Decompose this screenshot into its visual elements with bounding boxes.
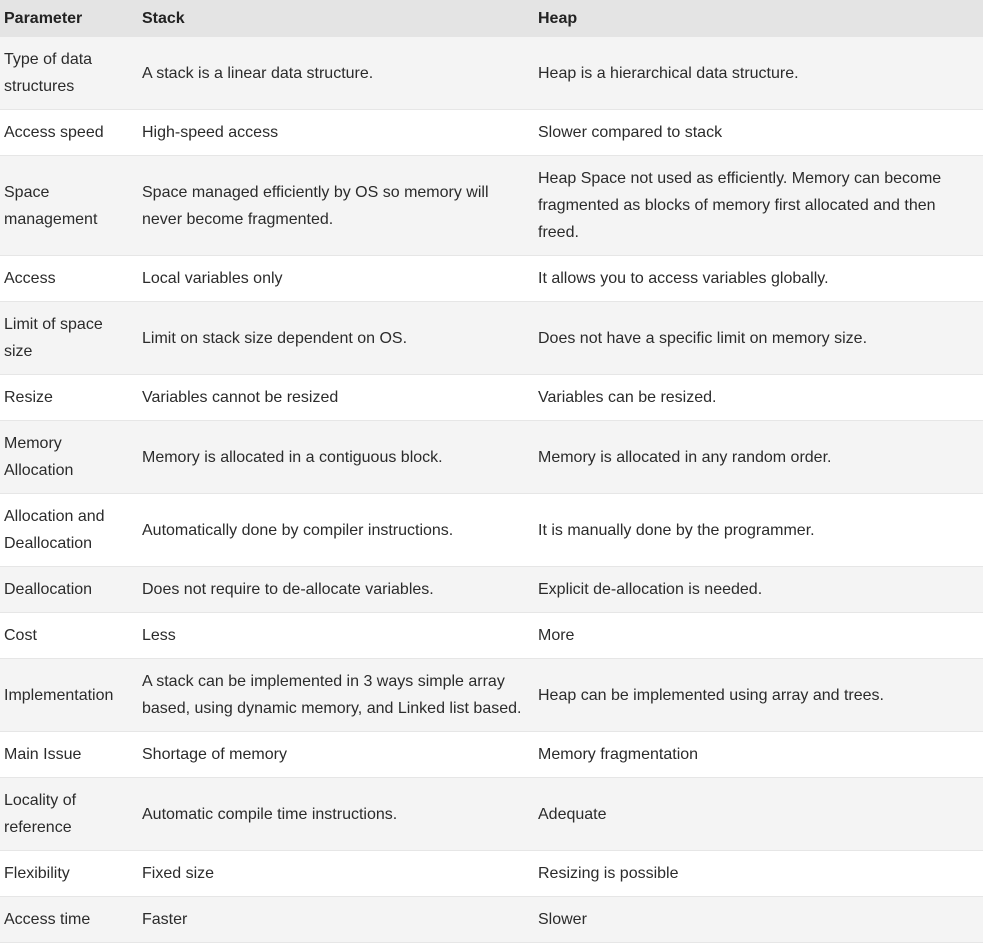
stack-cell: Space managed efficiently by OS so memory will never become fragmented. <box>142 183 489 228</box>
table-row <box>0 567 983 613</box>
parameter-cell: Access time <box>4 911 91 928</box>
heap-cell: Heap Space not used as efficiently. Memory can become fragmented as blocks of memory first allocated and then freed. <box>538 170 942 241</box>
table-row <box>0 851 983 897</box>
heap-cell: It is manually done by the programmer. <box>538 521 815 539</box>
stack-cell: Shortage of memory <box>142 746 287 763</box>
heap-cell: More <box>538 627 575 644</box>
heap-cell: It allows you to access variables globally. <box>538 270 829 287</box>
stack-cell: Limit on stack size dependent on OS. <box>142 329 408 347</box>
stack-cell: Does not require to de-allocate variables. <box>142 581 434 598</box>
table-body <box>0 37 983 943</box>
table-row <box>0 659 983 732</box>
heap-cell: Heap is a hierarchical data structure. <box>538 64 799 82</box>
table-row <box>0 256 983 302</box>
stack-cell: Automatic compile time instructions. <box>142 805 398 823</box>
stack-cell: Local variables only <box>142 270 283 287</box>
stack-cell: Faster <box>142 911 188 928</box>
parameter-cell: Limit of space size <box>4 316 103 360</box>
stack-cell: Variables cannot be resized <box>142 389 339 406</box>
stack-cell: A stack is a linear data structure. <box>142 64 374 82</box>
header-parameter: Parameter <box>4 9 83 27</box>
heap-cell: Memory fragmentation <box>538 746 699 763</box>
parameter-cell: Resize <box>4 389 53 406</box>
table-row <box>0 732 983 778</box>
stack-cell: Less <box>142 627 176 644</box>
heap-cell: Explicit de-allocation is needed. <box>538 581 763 598</box>
heap-cell: Does not have a specific limit on memory size. <box>538 329 868 347</box>
table-header <box>0 0 983 37</box>
stack-cell: Automatically done by compiler instructions. <box>142 521 454 539</box>
parameter-cell: Main Issue <box>4 746 82 763</box>
stack-cell: Memory is allocated in a contiguous block. <box>142 448 443 466</box>
table-row <box>0 156 983 256</box>
header-row <box>0 0 983 37</box>
parameter-cell: Access <box>4 270 56 287</box>
table-row <box>0 494 983 567</box>
parameter-cell: Type of data structures <box>4 51 93 95</box>
heap-cell: Variables can be resized. <box>538 389 717 406</box>
heap-cell: Slower compared to stack <box>538 124 723 141</box>
parameter-cell: Memory Allocation <box>4 435 74 479</box>
parameter-cell: Flexibility <box>4 865 70 882</box>
heap-cell: Adequate <box>538 805 607 823</box>
table-row <box>0 375 983 421</box>
parameter-cell: Locality of reference <box>4 792 77 836</box>
parameter-cell: Space management <box>4 183 98 228</box>
table-row <box>0 613 983 659</box>
table-row <box>0 421 983 494</box>
header-stack: Stack <box>142 9 185 27</box>
heap-cell: Heap can be implemented using array and trees. <box>538 686 884 704</box>
table-row <box>0 778 983 851</box>
stack-cell: High-speed access <box>142 124 279 141</box>
parameter-cell: Allocation and Deallocation <box>4 508 105 552</box>
table-row <box>0 37 983 110</box>
table-row <box>0 302 983 375</box>
stack-cell: A stack can be implemented in 3 ways simple array based, using dynamic memory, and Linked list based. <box>142 673 522 717</box>
heap-cell: Slower <box>538 911 587 928</box>
heap-cell: Memory is allocated in any random order. <box>538 448 832 466</box>
parameter-cell: Access speed <box>4 124 104 141</box>
heap-cell: Resizing is possible <box>538 865 679 882</box>
table-row <box>0 110 983 156</box>
parameter-cell: Cost <box>4 627 37 644</box>
parameter-cell: Deallocation <box>4 581 93 598</box>
header-heap: Heap <box>538 9 578 27</box>
parameter-cell: Implementation <box>4 686 114 704</box>
stack-cell: Fixed size <box>142 865 215 882</box>
table-row <box>0 897 983 943</box>
